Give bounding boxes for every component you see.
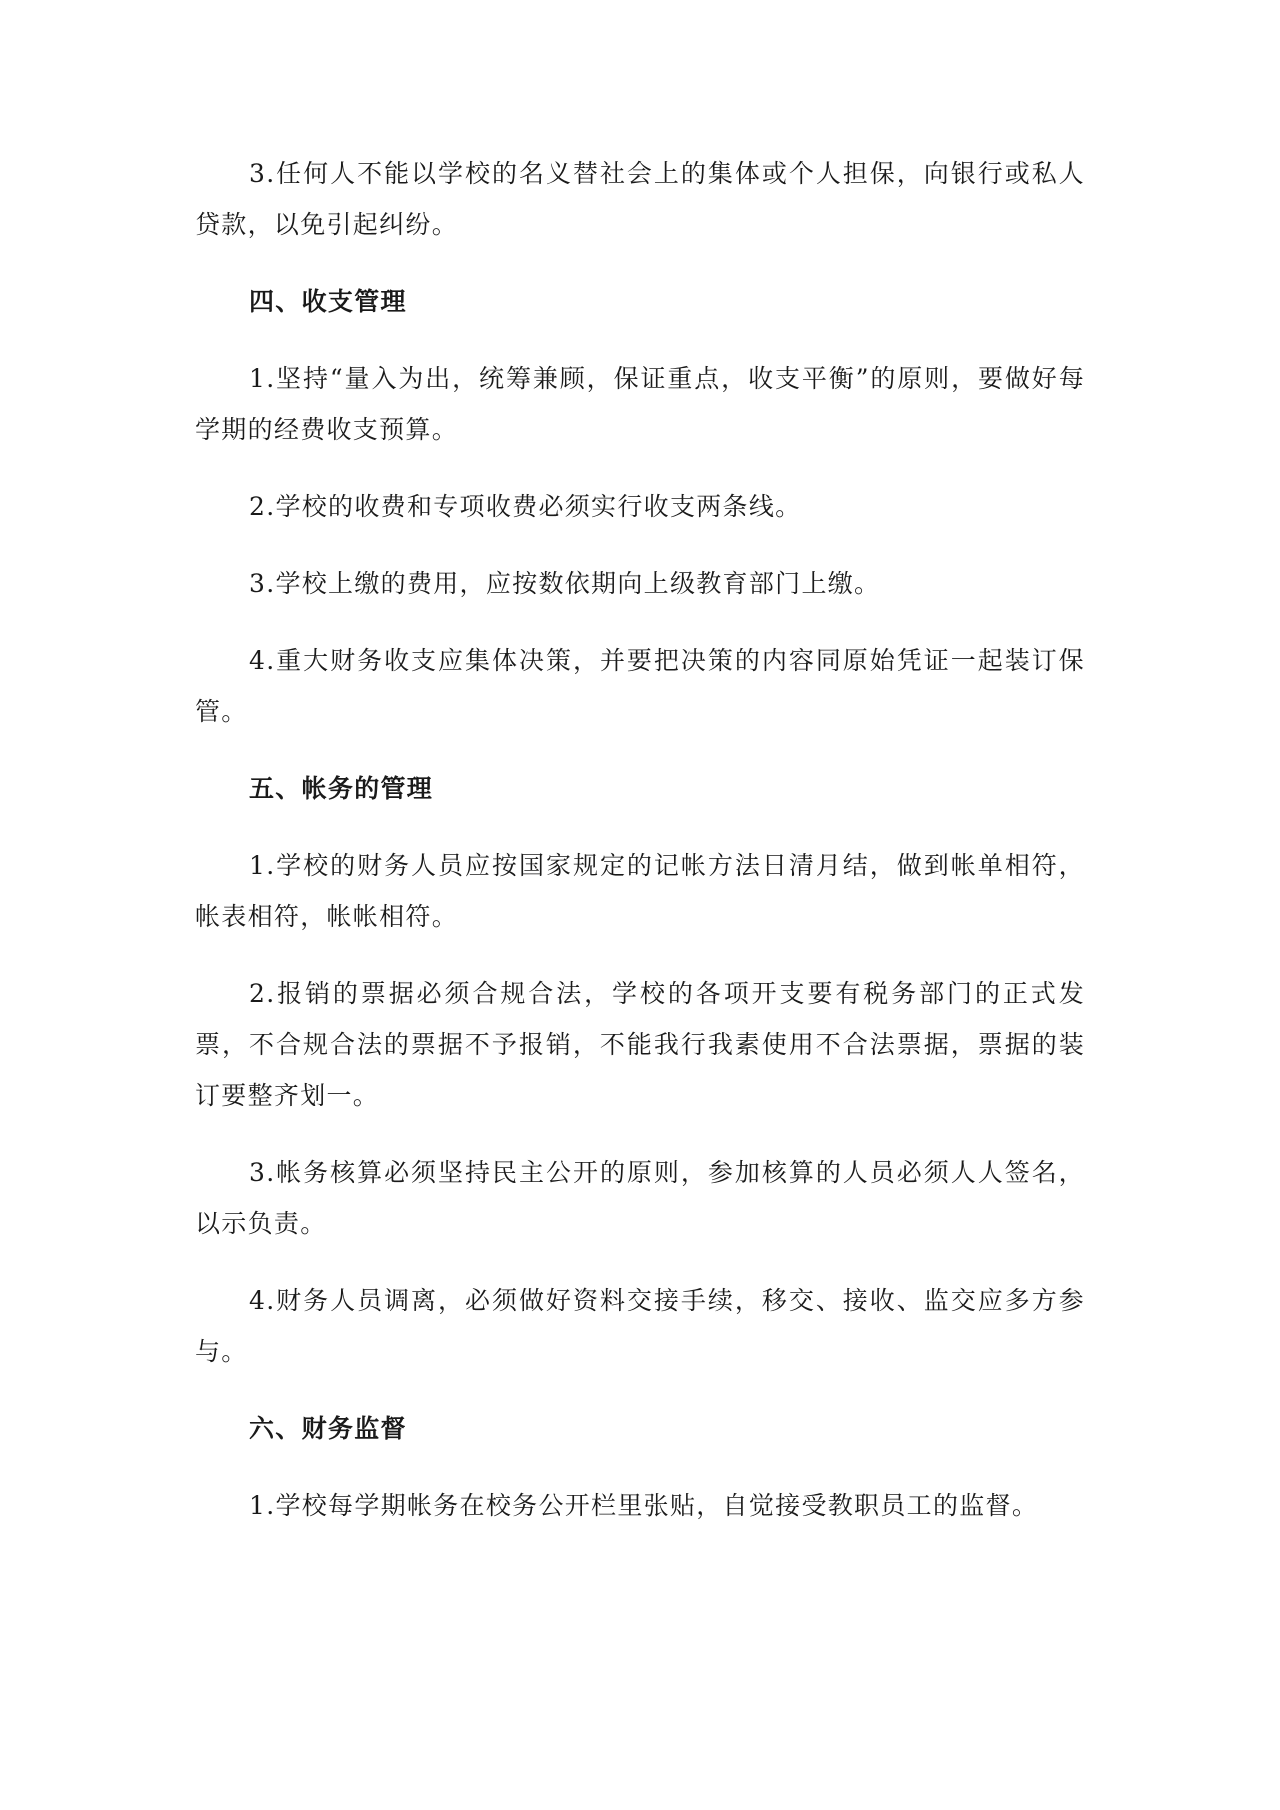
para-3-guarantee: 3.任何人不能以学校的名义替社会上的集体或个人担保，向银行或私人贷款，以免引起纠纷。 bbox=[195, 159, 1085, 239]
heading-income-expense: 四、收支管理 bbox=[249, 287, 407, 316]
para-1-public: 1.学校每学期帐务在校务公开栏里张贴，自觉接受教职员工的监督。 bbox=[249, 1491, 1039, 1520]
heading-supervision: 六、财务监督 bbox=[249, 1414, 407, 1443]
para-4-decision: 4.重大财务收支应集体决策，并要把决策的内容同原始凭证一起装订保管。 bbox=[195, 646, 1085, 726]
para-2-receipts: 2.报销的票据必须合规合法，学校的各项开支要有税务部门的正式发票，不合规合法的票据不予报销，不能我行我素使用不合法票据，票据的装订要整齐划一。 bbox=[195, 979, 1085, 1110]
heading-accounts: 五、帐务的管理 bbox=[249, 774, 434, 803]
para-3-audit: 3.帐务核算必须坚持民主公开的原则，参加核算的人员必须人人签名，以示负责。 bbox=[195, 1158, 1085, 1238]
para-1-bookkeeping: 1.学校的财务人员应按国家规定的记帐方法日清月结，做到帐单相符，帐表相符，帐帐相符。 bbox=[195, 851, 1085, 931]
para-1-budget: 1.坚持“量入为出，统筹兼顾，保证重点，收支平衡”的原则，要做好每学期的经费收支预算。 bbox=[195, 364, 1085, 444]
para-3-remit: 3.学校上缴的费用，应按数依期向上级教育部门上缴。 bbox=[249, 569, 881, 598]
para-2-fees: 2.学校的收费和专项收费必须实行收支两条线。 bbox=[249, 492, 802, 521]
para-4-handover: 4.财务人员调离，必须做好资料交接手续，移交、接收、监交应多方参与。 bbox=[195, 1286, 1085, 1366]
document-body bbox=[195, 148, 1085, 1557]
